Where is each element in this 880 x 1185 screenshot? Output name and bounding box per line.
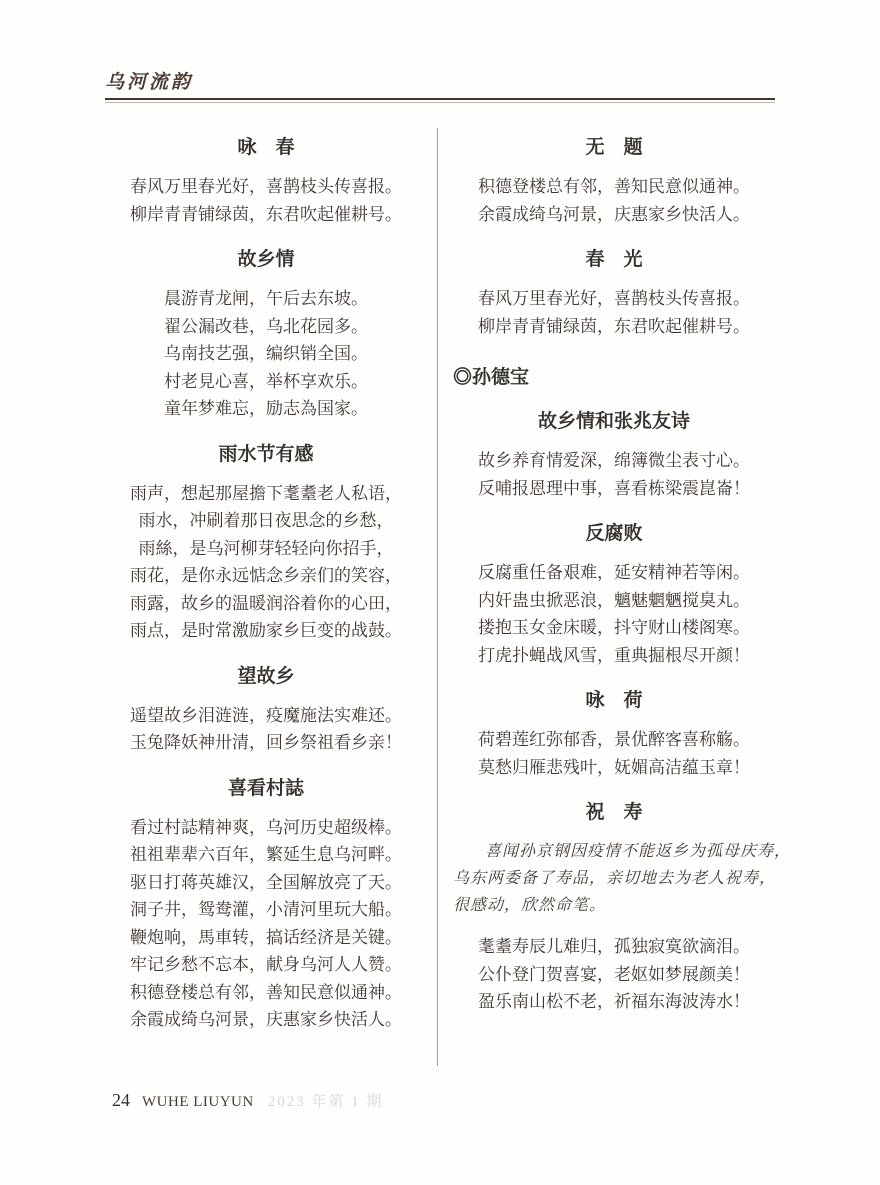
poem-line: 驱日打蒋英雄汉，全国解放亮了天。: [130, 872, 402, 892]
header-rule: [105, 98, 775, 103]
left-column: [105, 128, 427, 1034]
poem-section-wangguxiang: [105, 665, 427, 757]
poem-line: 春风万里春光好，喜鹊枝头传喜报。: [478, 289, 750, 308]
poem-line: 余霞成绮乌河景，庆惠家乡快活人。: [478, 204, 750, 224]
poem-line: 洞子井，鸳鸯灌，小清河里玩大船。: [130, 900, 402, 919]
page-footer: [112, 1090, 384, 1111]
poem-title: 无 题: [585, 137, 643, 158]
preface-line: 很感动，欣然命笔。: [453, 897, 607, 914]
poem-section-guxiangqing: [105, 248, 427, 423]
poem-line: 荷碧莲红弥郁香，景优醉客喜称觞。: [478, 730, 750, 749]
poem-line: 积德登楼总有邻，善知民意似通神。: [130, 982, 402, 1002]
poem-line: 乌南技艺强，编织销全国。: [164, 344, 368, 363]
poem-line: 莫愁归雁悲残叶，妩媚高洁蕴玉章！: [478, 757, 750, 777]
poem-section-zhushou: [453, 801, 792, 1016]
preface-line: 喜闻孙京钢因疫情不能返乡为孤母庆寿，: [485, 843, 792, 860]
poem-line: 童年梦难忘，励志為国家。: [164, 399, 368, 418]
poem-title: 望故乡: [237, 665, 295, 687]
poem-section-guxiangqinghe: [453, 410, 775, 502]
poem-line: 祖祖辈辈六百年，繁延生息乌河畔。: [130, 845, 402, 864]
poem-preface: [453, 838, 792, 919]
poem-line: 遥望故乡泪涟涟，疫魔施法实难还。: [130, 705, 402, 725]
poem-line: 公仆登门贺喜宴，老妪如梦展颜美！: [478, 964, 750, 984]
poem-section-wuti: [453, 136, 775, 228]
author-name: ◎孙德宝: [453, 367, 530, 388]
poem-section-yushuijie: [105, 443, 427, 645]
poem-line: 村老見心喜，举杯享欢乐。: [164, 371, 368, 391]
poem-line: 看过村誌精神爽，乌河历史超级棒。: [130, 817, 402, 837]
poem-title: 雨水节有感: [218, 443, 314, 465]
poem-line: 反哺报恩理中事，喜看栋梁震崑崙！: [478, 478, 750, 498]
poem-line: 搂抱玉女金床暖，抖守财山楼阁寒。: [478, 618, 750, 637]
poem-line: 打虎扑蝇战风雪，重典掘根尽开颜！: [478, 645, 750, 665]
poem-line: 雨声，想起那屋擔下耄耋老人私语，: [130, 483, 402, 503]
poem-line: 鞭炮响，馬車转，搞话经济是关键。: [130, 927, 402, 947]
page-header: [105, 72, 775, 103]
poem-title: 祝 寿: [585, 802, 643, 823]
poem-line: 雨点，是时常激励家乡巨变的战鼓。: [130, 621, 402, 640]
poem-line: 柳岸青青铺绿茵，东君吹起催耕号。: [478, 316, 750, 336]
poem-title: 喜看村誌: [227, 777, 304, 799]
poem-line: 反腐重任备艰难，延安精神若等闲。: [478, 563, 750, 582]
poem-title: 咏 春: [237, 137, 295, 158]
poem-line: 余霞成绮乌河景，庆惠家乡快活人。: [130, 1010, 402, 1029]
poem-section-yongchun: [105, 136, 427, 228]
poem-line: 玉兔降妖神卅清，回乡祭祖看乡亲！: [130, 733, 402, 752]
poem-title: 故乡情: [237, 249, 295, 270]
poem-line: 耄耋寿辰儿难归，孤独寂寞欲滴泪。: [478, 937, 750, 956]
page-number: 24: [112, 1090, 130, 1110]
journal-name: WUHE LIUYUN: [142, 1094, 254, 1110]
poem-line: 雨露，故乡的温暖润浴着你的心田，: [130, 593, 402, 613]
poem-line: 内奸蛊虫掀恶浪，魑魅魍魉搅臭丸。: [478, 590, 750, 610]
poem-section-yonghe: [453, 689, 775, 781]
poem-line: 柳岸青青铺绿茵，东君吹起催耕号。: [130, 204, 402, 224]
journal-title: 乌河流韵: [105, 72, 194, 93]
poem-title: 春 光: [585, 249, 643, 270]
poem-title: 反腐败: [585, 523, 643, 544]
poem-line: 雨水，冲刷着那日夜思念的乡愁，: [138, 511, 394, 530]
poem-line: 晨游青龙闸，午后去东坡。: [164, 289, 368, 308]
poem-section-chunguang: [453, 248, 775, 340]
right-column: [453, 128, 792, 1034]
content-columns: [105, 128, 792, 1034]
poem-line: 春风万里春光好，喜鹊枝头传喜报。: [130, 177, 402, 196]
poem-line: 故乡养育情爱深，绵簿微尘表寸心。: [478, 451, 750, 470]
preface-line: 乌东两委备了寿品，亲切地去为老人祝寿，: [453, 870, 777, 887]
poem-title: 故乡情和张兆友诗: [537, 411, 690, 432]
poem-line: 翟公漏改巷，乌北花园多。: [164, 316, 368, 336]
issue-label: 2023 年第 1 期: [267, 1094, 384, 1110]
poem-section-xikancunzhi: [105, 777, 427, 1034]
poem-line: 雨絲，是乌河柳芽轻轻向你招手，: [138, 538, 394, 558]
poem-title: 咏 荷: [585, 690, 643, 711]
poem-section-fanfubai: [453, 522, 775, 669]
poem-line: 积德登楼总有邻，善知民意似通神。: [478, 177, 750, 196]
poem-line: 雨花，是你永远惦念乡亲们的笑容，: [130, 566, 402, 585]
poem-line: 盈乐南山松不老，祈福东海波涛水！: [478, 992, 750, 1011]
poem-line: 牢记乡愁不忘本，献身乌河人人赞。: [130, 955, 402, 974]
